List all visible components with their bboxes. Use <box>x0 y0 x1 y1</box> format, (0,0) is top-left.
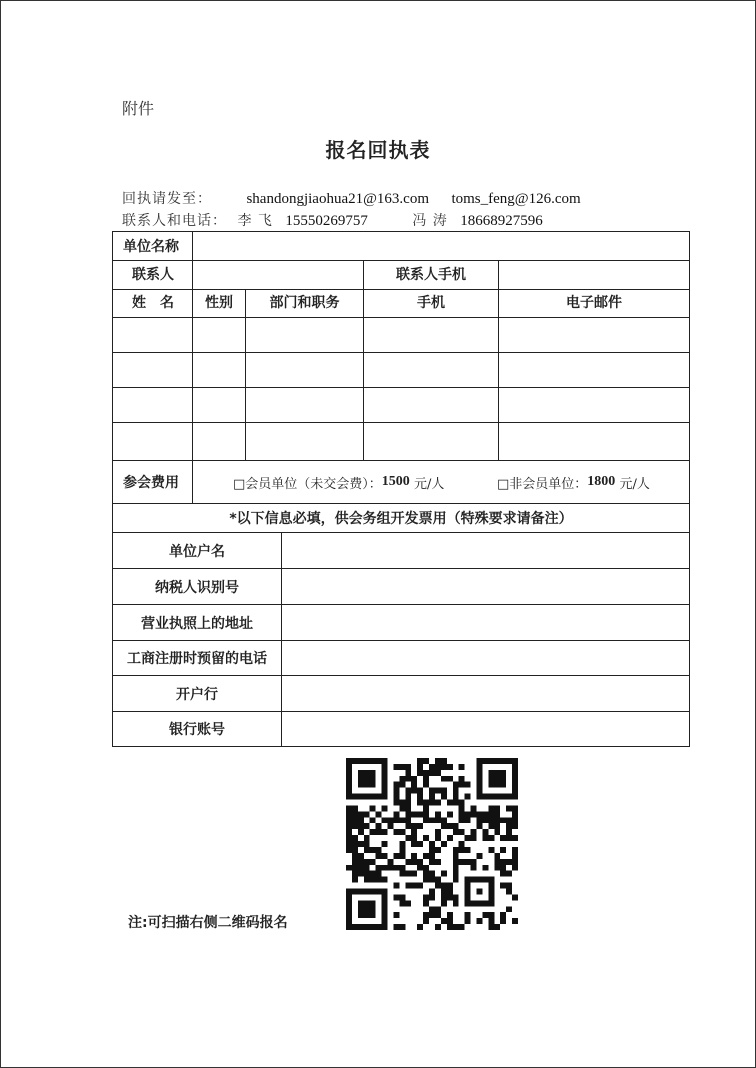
contact-mobile-field[interactable] <box>499 260 689 288</box>
email-1: shandongjiaohua21@163.com <box>246 191 429 207</box>
fee-label: 参会费用 <box>123 475 179 491</box>
unit-name-field[interactable] <box>193 232 689 259</box>
send-to-line <box>122 188 581 208</box>
invoice-field-taxpayer-id: 纳税人识别号 <box>155 579 239 596</box>
contact-2-phone: 18668927596 <box>460 213 543 229</box>
invoice-field-license-address: 营业执照上的地址 <box>141 615 253 632</box>
unit-name-label: 单位名称 <box>123 238 179 255</box>
fee-member-option[interactable] <box>233 461 473 503</box>
attachment-label: 附件 <box>122 99 155 118</box>
invoice-field-bank: 开户行 <box>176 686 218 703</box>
fee-member-text: □会员单位（未交会费）： <box>233 476 382 492</box>
contact-2-name: 冯 涛 <box>412 213 448 229</box>
send-to-label: 回执请发至： <box>122 191 212 207</box>
column-gender: 性别 <box>205 295 233 311</box>
fee-member-unit: 元/人 <box>413 476 445 492</box>
contacts-line <box>122 210 543 230</box>
column-name: 姓 名 <box>132 295 174 311</box>
column-mobile: 手机 <box>417 295 445 311</box>
contact-1-phone: 15550269757 <box>285 213 368 229</box>
contact-person-label: 联系人 <box>132 267 174 283</box>
column-department-position: 部门和职务 <box>269 295 340 311</box>
invoice-notice: *以下信息必填，供会务组开发票用（特殊要求请备注） <box>229 511 573 527</box>
contact-person-field[interactable] <box>193 260 363 288</box>
fee-nonmember-amount: 1800 <box>587 474 616 489</box>
invoice-field-bank-account: 银行账号 <box>169 722 225 738</box>
email-2: toms_feng@126.com <box>451 191 581 207</box>
invoice-field-account-name: 单位户名 <box>169 543 225 560</box>
invoice-field-registered-phone: 工商注册时预留的电话 <box>127 651 267 667</box>
qr-code-icon <box>346 758 518 930</box>
fee-nonmember-option[interactable] <box>497 461 687 503</box>
contacts-label: 联系人和电话： <box>122 213 227 229</box>
contact-mobile-label: 联系人手机 <box>396 267 466 283</box>
fee-nonmember-text: □非会员单位： <box>497 476 588 492</box>
fee-member-amount: 1500 <box>381 474 410 489</box>
scan-note: 注:可扫描右侧二维码报名 <box>128 915 288 931</box>
fee-nonmember-unit: 元/人 <box>619 476 650 492</box>
column-email: 电子邮件 <box>566 295 622 311</box>
page-title: 报名回执表 <box>325 138 431 162</box>
contact-1-name: 李 飞 <box>237 213 273 229</box>
